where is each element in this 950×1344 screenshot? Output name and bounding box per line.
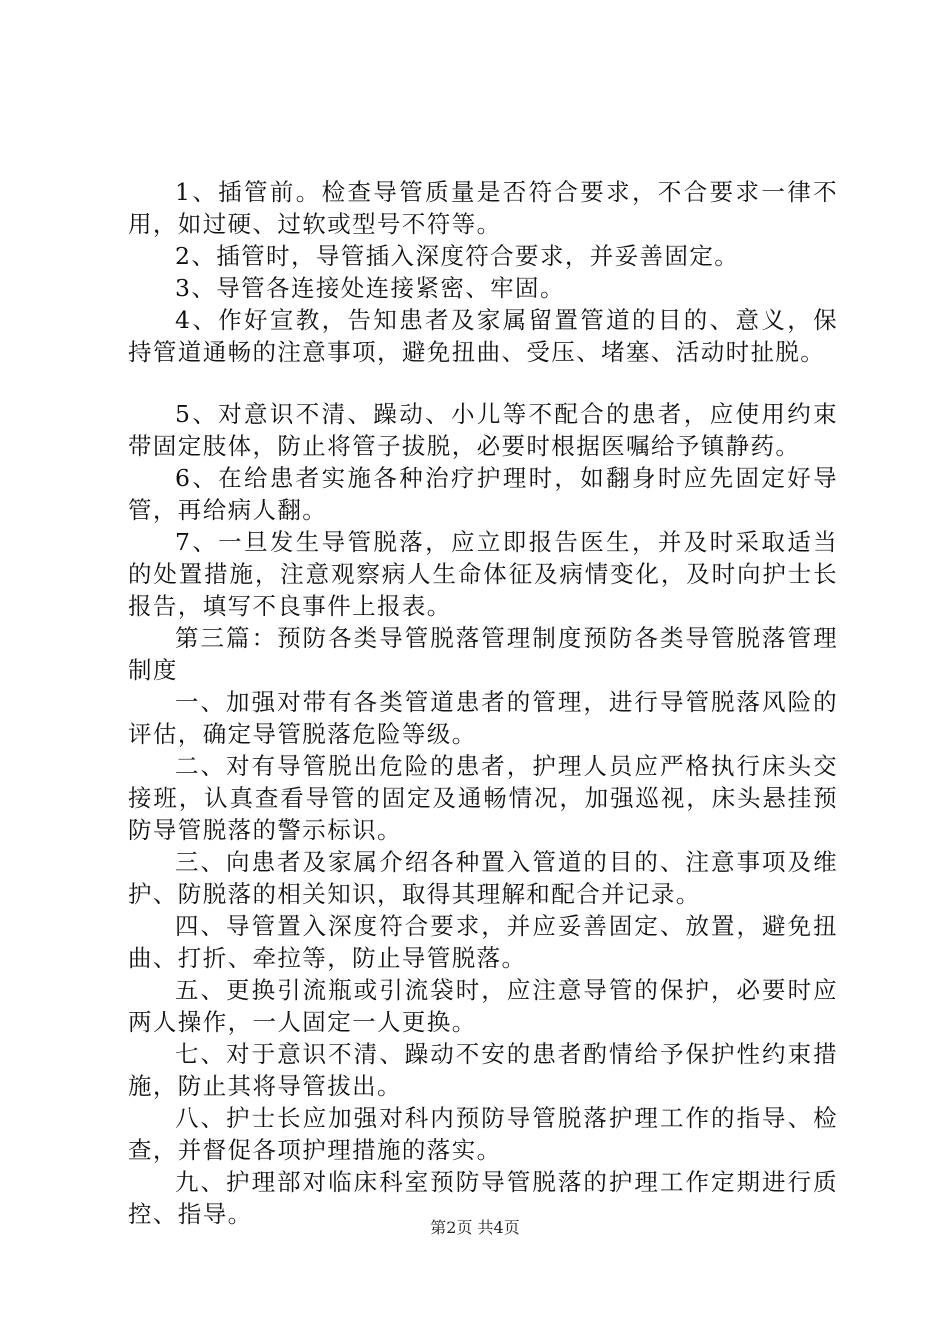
paragraph-5: 5、对意识不清、躁动、小儿等不配合的患者，应使用约束带固定肢体，防止将管子拔脱，必要时根据医嘱给予镇静药。 xyxy=(128,400,838,460)
paragraph-6: 6、在给患者实施各种治疗护理时，如翻身时应先固定好导管，再给病人翻。 xyxy=(128,464,838,524)
document-body xyxy=(128,176,838,1230)
rule-item-8: 八、护士长应加强对科内预防导管脱落护理工作的指导、检查，并督促各项护理措施的落实。 xyxy=(128,1104,838,1164)
rule-item-1: 一、加强对带有各类管道患者的管理，进行导管脱落风险的评估，确定导管脱落危险等级。 xyxy=(128,688,838,748)
section-heading-third: 第三篇：预防各类导管脱落管理制度预防各类导管脱落管理制度 xyxy=(128,624,838,684)
paragraph-2: 2、插管时，导管插入深度符合要求，并妥善固定。 xyxy=(175,242,740,270)
paragraph-3: 3、导管各连接处连接紧密、牢固。 xyxy=(175,274,565,302)
page-footer xyxy=(0,1217,950,1239)
rule-item-3: 三、向患者及家属介绍各种置入管道的目的、注意事项及维护、防脱落的相关知识，取得其理解和配合并记录。 xyxy=(128,848,838,908)
rule-item-5: 五、更换引流瓶或引流袋时，应注意导管的保护，必要时应两人操作，一人固定一人更换。 xyxy=(128,976,838,1036)
paragraph-1: 1、插管前。检查导管质量是否符合要求，不合要求一律不用，如过硬、过软或型号不符等。 xyxy=(128,178,838,238)
paragraph-7: 7、一旦发生导管脱落，应立即报告医生，并及时采取适当的处置措施，注意观察病人生命体征及病情变化，及时向护士长报告，填写不良事件上报表。 xyxy=(128,528,838,620)
rule-item-9: 九、护理部对临床科室预防导管脱落的护理工作定期进行质控、指导。 xyxy=(128,1168,838,1228)
rule-item-7: 七、对于意识不清、躁动不安的患者酌情给予保护性约束措施，防止其将导管拔出。 xyxy=(128,1040,838,1100)
rule-item-2: 二、对有导管脱出危险的患者，护理人员应严格执行床头交接班，认真查看导管的固定及通畅情况，加强巡视，床头悬挂预防导管脱落的警示标识。 xyxy=(128,752,838,844)
page-number-label: 第2页 共4页 xyxy=(430,1218,520,1237)
paragraph-4: 4、作好宣教，告知患者及家属留置管道的目的、意义，保持管道通畅的注意事项，避免扭曲、受压、堵塞、活动时扯脱。 xyxy=(128,306,838,366)
rule-item-4: 四、导管置入深度符合要求，并应妥善固定、放置，避免扭曲、打折、牵拉等，防止导管脱落。 xyxy=(128,912,838,972)
